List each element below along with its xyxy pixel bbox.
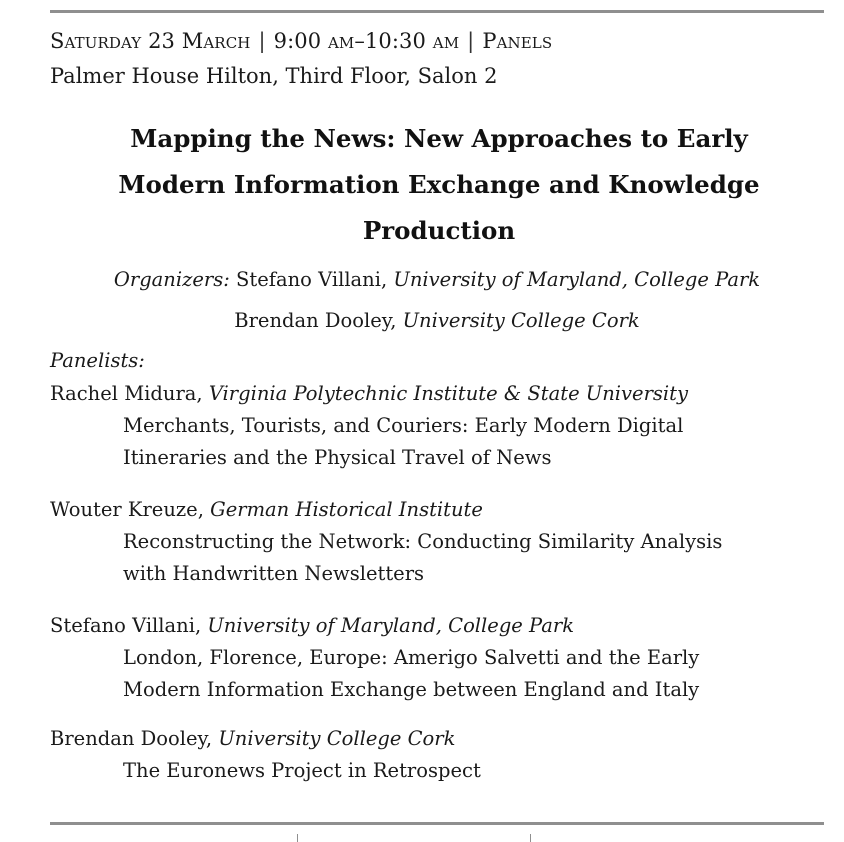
panel-title-line: Modern Information Exchange and Knowledge (118, 170, 760, 199)
panelist-affiliation: University of Maryland, College Park (207, 614, 575, 637)
organizers-label: Organizers: (113, 268, 230, 291)
session-day: Saturday 23 March (50, 29, 251, 53)
organizer-row (0, 266, 844, 294)
panelist-line (50, 494, 830, 526)
panelist-name: Rachel Midura, (50, 382, 203, 405)
session-info (50, 27, 552, 55)
panelist-affiliation: Virginia Polytechnic Institute & State University (208, 382, 689, 405)
top-divider (50, 10, 824, 13)
panel-title (74, 116, 804, 254)
paper-title-line: Merchants, Tourists, and Couriers: Early Modern Digital (123, 414, 684, 437)
panel-title-line: Production (362, 216, 516, 245)
panel-title-line: Mapping the News: New Approaches to Early (130, 124, 748, 153)
session-time: 9:00 am–10:30 am (273, 29, 460, 53)
paper-title-line: Reconstructing the Network: Conducting Similarity Analysis (123, 530, 723, 553)
paper-title-line: with Handwritten Newsletters (123, 562, 425, 585)
organizer-row (0, 307, 844, 335)
paper-title-line: Modern Information Exchange between England and Italy (123, 678, 700, 701)
panelist-entry (50, 723, 830, 787)
cut-mark (530, 834, 531, 842)
panelist-name: Stefano Villani, (50, 614, 202, 637)
session-venue: Palmer House Hilton, Third Floor, Salon 2 (50, 64, 498, 88)
session-type: Panels (482, 29, 553, 53)
panelist-line (50, 378, 830, 410)
panelist-affiliation: University College Cork (218, 727, 456, 750)
panelists-label: Panelists: (50, 349, 145, 372)
paper-title-line: Itineraries and the Physical Travel of News (123, 446, 552, 469)
paper-title-line: London, Florence, Europe: Amerigo Salvetti and the Early (123, 646, 700, 669)
panelist-name: Brendan Dooley, (50, 727, 213, 750)
panelist-entry (50, 610, 830, 706)
organizer-name: Brendan Dooley, (234, 309, 397, 332)
cut-mark (297, 834, 298, 842)
separator: | (467, 29, 475, 53)
panelist-line (50, 723, 830, 755)
panelist-name: Wouter Kreuze, (50, 498, 204, 521)
bottom-divider (50, 822, 824, 825)
panelist-affiliation: German Historical Institute (210, 498, 483, 521)
organizer-affiliation: University of Maryland, College Park (393, 268, 761, 291)
paper-title-line: The Euronews Project in Retrospect (123, 759, 481, 782)
separator: | (258, 29, 266, 53)
panelist-entry (50, 494, 830, 590)
panelist-line (50, 610, 830, 642)
organizer-affiliation: University College Cork (402, 309, 640, 332)
organizer-name: Stefano Villani, (236, 268, 388, 291)
panelist-entry (50, 378, 830, 474)
